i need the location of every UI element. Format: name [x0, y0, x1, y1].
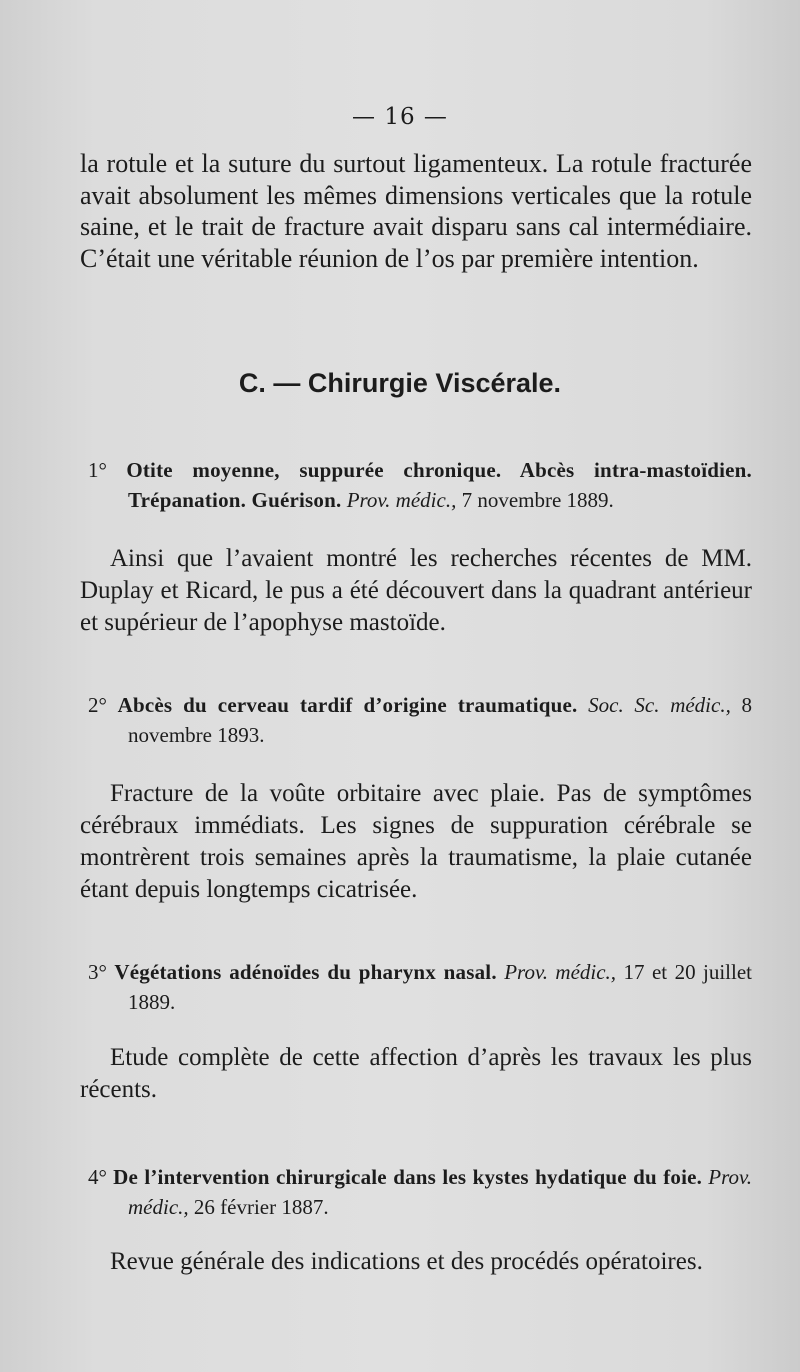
entry-3-title: Végétations adénoïdes du pharynx nasal.	[114, 960, 497, 984]
entry-3-number: 3°	[88, 960, 107, 984]
intro-paragraph: la rotule et la suture du surtout ligamenteux. La rotule fracturée avait absolument les mêmes dimensions verticales que la rotule saine, et le trait de fracture avait disparu sans cal intermédiaire. C’était une véritable réunion de l’os par première intention.	[80, 149, 752, 273]
entry-1-summary: Ainsi que l’avaient montré les recherches récentes de MM. Duplay et Ricard, le pus a été découvert dans la quadrant antérieur et supérieur de l’apophyse mastoïde.	[80, 545, 752, 636]
entry-3-source: Prov. médic.,	[504, 960, 617, 984]
entry-3-date: 17 et 20 juillet 1889.	[128, 960, 753, 1014]
entry-4-date: 26 février 1887.	[193, 1195, 329, 1219]
entry-2-source: Soc. Sc. médic.,	[588, 693, 731, 717]
entry-2-citation	[80, 690, 752, 750]
entry-2-date: 8 novembre 1893.	[128, 693, 753, 747]
page-number: — 16 —	[352, 104, 448, 130]
entry-1-source: Prov. médic.,	[346, 488, 457, 512]
section-heading: C. — Chirurgie Viscérale.	[238, 368, 562, 398]
entry-1-citation	[80, 455, 752, 515]
entry-1-number: 1°	[88, 458, 107, 482]
entry-2-summary: Fracture de la voûte orbitaire avec plaie. Pas de symptômes cérébraux immédiats. Les signes de suppuration cérébrale se montrèrent trois semaines après la traumatisme, la plaie cutanée étant depuis longtemps cicatrisée.	[80, 780, 752, 903]
entry-1-date: 7 novembre 1889.	[461, 488, 614, 512]
entry-3-summary: Etude complète de cette affection d’après les travaux les plus récents.	[80, 1044, 752, 1103]
entry-3-citation	[80, 957, 752, 1017]
entry-4-number: 4°	[88, 1165, 107, 1189]
entry-4-citation	[80, 1162, 752, 1222]
entry-2-number: 2°	[88, 693, 107, 717]
entry-2-title: Abcès du cerveau tardif d’origine traumatique.	[117, 693, 578, 717]
entry-4-title: De l’intervention chirurgicale dans les kystes hydatique du foie.	[113, 1165, 703, 1189]
entry-4-summary: Revue générale des indications et des procédés opératoires.	[110, 1248, 703, 1275]
entry-4-source: Prov. médic.,	[128, 1165, 753, 1219]
entry-1-title: Otite moyenne, suppurée chronique. Abcès intra-mastoïdien. Trépanation. Guérison.	[126, 458, 753, 512]
